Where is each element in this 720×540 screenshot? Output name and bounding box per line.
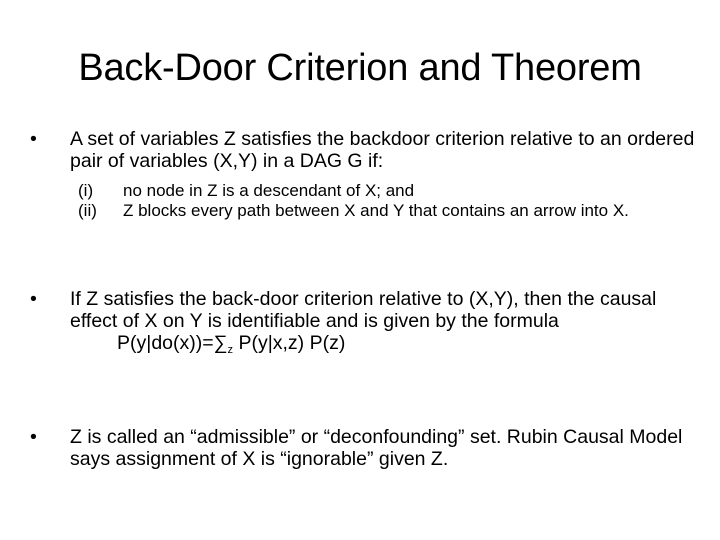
bullet-text: Z is called an “admissible” or “deconfounding” set. Rubin Causal Model says assignment of X is “ignorable” given Z. (70, 426, 683, 470)
bullet-text (70, 288, 700, 361)
condition-number: (ii) (78, 201, 97, 220)
condition-number: (i) (78, 181, 94, 200)
bullet-identifiability (30, 288, 700, 361)
bullet-admissible-set (30, 426, 700, 470)
formula-right: P(y|x,z) P(z) (233, 332, 346, 354)
bullet-dot: • (30, 426, 37, 448)
bullet-backdoor-definition (30, 128, 700, 172)
adjustment-formula (117, 332, 700, 361)
bullet-dot: • (30, 128, 37, 150)
condition-item (78, 182, 698, 200)
formula-left: P(y|do(x))=∑ (117, 332, 228, 354)
bullet-dot: • (30, 288, 37, 310)
slide-title: Back-Door Criterion and Theorem (78, 47, 642, 89)
formula-subscript: z (227, 344, 234, 356)
condition-list (78, 182, 698, 222)
condition-text: Z blocks every path between X and Y that contains an arrow into X. (123, 201, 629, 220)
condition-text: no node in Z is a descendant of X; and (123, 181, 415, 200)
condition-item (78, 202, 698, 220)
bullet-text: A set of variables Z satisfies the backdoor criterion relative to an ordered pair of variables (X,Y) in a DAG G if: (70, 128, 695, 172)
bullet-text-body: If Z satisfies the back-door criterion relative to (X,Y), then the causal effect of X on Y is identifiable and is given by the formula (70, 288, 657, 332)
